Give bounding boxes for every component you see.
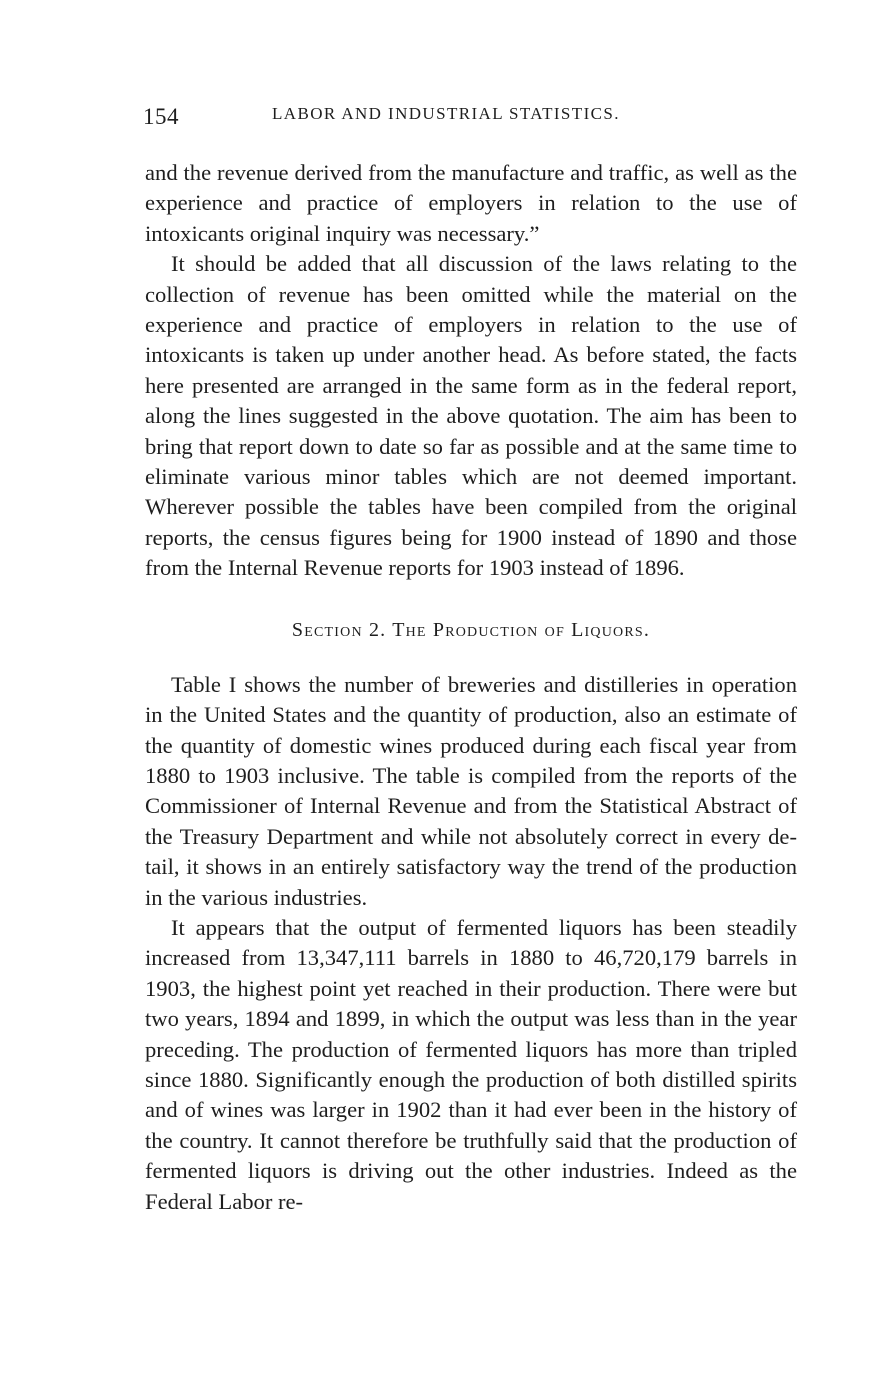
- paragraph-continuation: and the revenue derived from the manufacture and traffic, as well as the experience and practice of employers in relation to the use of intoxicants original inquiry was necessary.”: [145, 160, 797, 246]
- paragraph-table-one: Table I shows the number of breweries and distilleries in operation in the United States and the quantity of production, also an estimate of the quantity of domestic wines produced during each fiscal year from 1880 to 1903 inclusive. The table is compiled from the reports of the Commissioner of Internal Revenue and from the Statistical Abstract of the Treasury Department and while not absolutely correct in every detail, it shows in an entirely satisfactory way the trend of the production in the various industries.: [145, 671, 797, 910]
- paragraph-output: It appears that the output of fermented liquors has been steadily increased from 13,347,111 barrels in 1880 to 46,720,179 barrels in 1903, the highest point yet reached in their production. There were but two years, 1894 and 1899, in which the output was less than in the year preceding. The production of fermented liquors has more than tripled since 1880. Significantly enough the production of both distilled spirits and of wines was larger in 1902 than it had ever been in the history of the country. It cannot therefore be truthfully said that the production of fermented liquors is driving out the other industries. Indeed as the Federal Labor re-: [145, 914, 797, 1214]
- body-text: [145, 158, 797, 584]
- running-title: LABOR AND INDUSTRIAL STATISTICS.: [272, 104, 620, 123]
- book-page: [145, 100, 797, 1217]
- paragraph-revenue-note: It should be added that all discussion of the laws relating to the collection of revenue has been omitted while the material on the experience and practice of employers in relation to the use of intoxicants is taken up under another head. As before stated, the facts here presented are arranged in the same form as in the federal report, along the lines suggested in the above quotation. The aim has been to bring that report down to date so far as possible and at the same time to eliminate various minor tables which are not deemed important. Wherever possible the tables have been compiled from the original reports, the census figures being for 1900 instead of 1890 and those from the Internal Revenue reports for 1903 instead of 1896.: [145, 251, 797, 581]
- running-head: [145, 100, 797, 140]
- section-heading: Section 2. The Production of Liquors.: [291, 618, 651, 641]
- section-body: [145, 670, 797, 1217]
- page-number: 154: [143, 104, 179, 129]
